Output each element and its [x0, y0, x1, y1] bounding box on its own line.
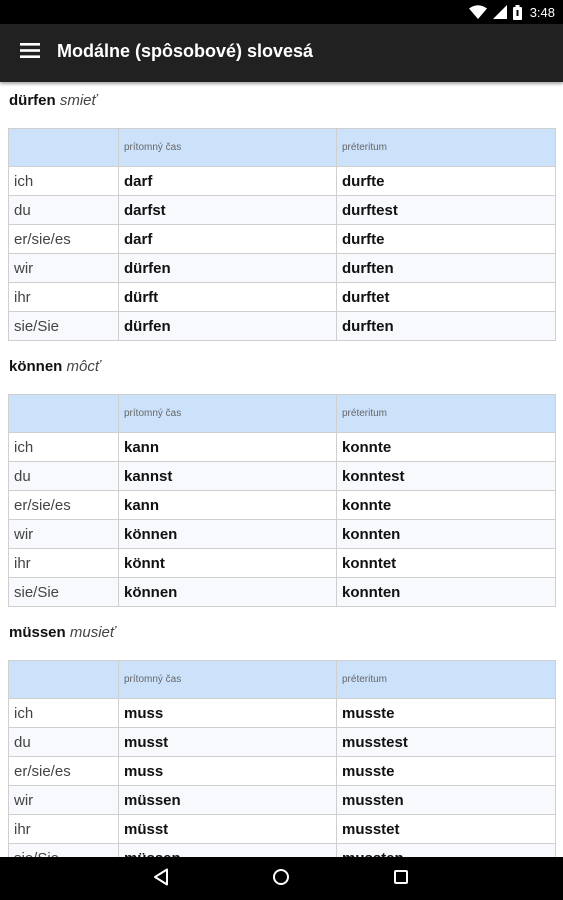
- conjugation-table: [8, 128, 556, 341]
- pronoun-cell: er/sie/es: [9, 757, 119, 786]
- table-header-row: [9, 395, 556, 433]
- table-row: [9, 578, 556, 607]
- present-cell: muss: [119, 757, 337, 786]
- cell-signal-icon: [493, 5, 507, 19]
- table-row: [9, 254, 556, 283]
- table-row: [9, 225, 556, 254]
- header-past: préteritum: [337, 661, 556, 699]
- present-cell: müsst: [119, 815, 337, 844]
- table-row: [9, 520, 556, 549]
- conjugation-table: [8, 660, 556, 873]
- recents-button[interactable]: [388, 867, 414, 891]
- past-cell: konntest: [337, 462, 556, 491]
- past-cell: durften: [337, 312, 556, 341]
- pronoun-cell: wir: [9, 786, 119, 815]
- past-cell: konnte: [337, 433, 556, 462]
- present-cell: müssen: [119, 786, 337, 815]
- past-cell: konntet: [337, 549, 556, 578]
- home-icon: [272, 868, 290, 891]
- table-row: [9, 283, 556, 312]
- table-row: [9, 757, 556, 786]
- table-row: [9, 728, 556, 757]
- pronoun-cell: wir: [9, 520, 119, 549]
- pronoun-cell: er/sie/es: [9, 491, 119, 520]
- table-row: [9, 491, 556, 520]
- table-header-row: [9, 129, 556, 167]
- present-cell: muss: [119, 699, 337, 728]
- table-row: [9, 433, 556, 462]
- past-cell: durften: [337, 254, 556, 283]
- home-button[interactable]: [268, 867, 294, 891]
- page-title: Modálne (spôsobové) slovesá: [57, 41, 314, 61]
- status-time: 3:48: [529, 4, 555, 20]
- pronoun-cell: sie/Sie: [9, 578, 119, 607]
- header-past: préteritum: [337, 395, 556, 433]
- verb-infinitive: müssen: [9, 624, 66, 641]
- conjugation-table: [8, 394, 556, 607]
- recents-icon: [393, 869, 409, 890]
- pronoun-cell: du: [9, 196, 119, 225]
- pronoun-cell: ihr: [9, 549, 119, 578]
- status-icons: [469, 3, 555, 21]
- present-cell: darf: [119, 167, 337, 196]
- present-cell: kann: [119, 433, 337, 462]
- app-bar: [0, 24, 563, 82]
- present-cell: kannst: [119, 462, 337, 491]
- present-cell: dürfen: [119, 254, 337, 283]
- header-empty-cell: [9, 395, 119, 433]
- battery-icon: [513, 5, 522, 20]
- table-row: [9, 815, 556, 844]
- menu-button[interactable]: [14, 38, 46, 68]
- present-cell: können: [119, 520, 337, 549]
- pronoun-cell: ich: [9, 699, 119, 728]
- present-cell: darfst: [119, 196, 337, 225]
- past-cell: konnten: [337, 578, 556, 607]
- verb-translation: smieť: [59, 92, 97, 109]
- wifi-icon: [469, 5, 487, 19]
- table-row: [9, 196, 556, 225]
- past-cell: musstest: [337, 728, 556, 757]
- pronoun-cell: ich: [9, 167, 119, 196]
- present-cell: dürfen: [119, 312, 337, 341]
- past-cell: konnte: [337, 491, 556, 520]
- past-cell: durftest: [337, 196, 556, 225]
- header-present: prítomný čas: [119, 129, 337, 167]
- table-row: [9, 786, 556, 815]
- pronoun-cell: du: [9, 462, 119, 491]
- scroll-content[interactable]: [0, 82, 563, 857]
- present-cell: kann: [119, 491, 337, 520]
- past-cell: konnten: [337, 520, 556, 549]
- hamburger-menu-icon: [20, 43, 40, 63]
- past-cell: musstet: [337, 815, 556, 844]
- table-row: [9, 549, 556, 578]
- status-bar: [0, 0, 563, 24]
- pronoun-cell: ich: [9, 433, 119, 462]
- present-cell: musst: [119, 728, 337, 757]
- back-icon: [153, 868, 169, 891]
- table-header-row: [9, 661, 556, 699]
- back-button[interactable]: [148, 867, 174, 891]
- past-cell: musste: [337, 757, 556, 786]
- table-row: [9, 167, 556, 196]
- table-row: [9, 462, 556, 491]
- verb-infinitive: können: [9, 358, 63, 375]
- past-cell: durfte: [337, 225, 556, 254]
- header-present: prítomný čas: [119, 395, 337, 433]
- present-cell: können: [119, 578, 337, 607]
- pronoun-cell: sie/Sie: [9, 312, 119, 341]
- pronoun-cell: ihr: [9, 283, 119, 312]
- verb-heading: [9, 92, 97, 109]
- present-cell: dürft: [119, 283, 337, 312]
- verb-heading: [9, 624, 115, 641]
- table-row: [9, 699, 556, 728]
- present-cell: könnt: [119, 549, 337, 578]
- past-cell: durftet: [337, 283, 556, 312]
- header-empty-cell: [9, 129, 119, 167]
- verb-translation: môcť: [66, 358, 101, 375]
- header-present: prítomný čas: [119, 661, 337, 699]
- pronoun-cell: er/sie/es: [9, 225, 119, 254]
- navigation-bar: [0, 857, 563, 900]
- header-empty-cell: [9, 661, 119, 699]
- past-cell: mussten: [337, 786, 556, 815]
- pronoun-cell: ihr: [9, 815, 119, 844]
- table-row: [9, 312, 556, 341]
- verb-heading: [9, 358, 100, 375]
- pronoun-cell: du: [9, 728, 119, 757]
- verb-translation: musieť: [69, 624, 116, 641]
- header-past: préteritum: [337, 129, 556, 167]
- verb-infinitive: dürfen: [9, 92, 56, 109]
- pronoun-cell: wir: [9, 254, 119, 283]
- past-cell: durfte: [337, 167, 556, 196]
- present-cell: darf: [119, 225, 337, 254]
- past-cell: musste: [337, 699, 556, 728]
